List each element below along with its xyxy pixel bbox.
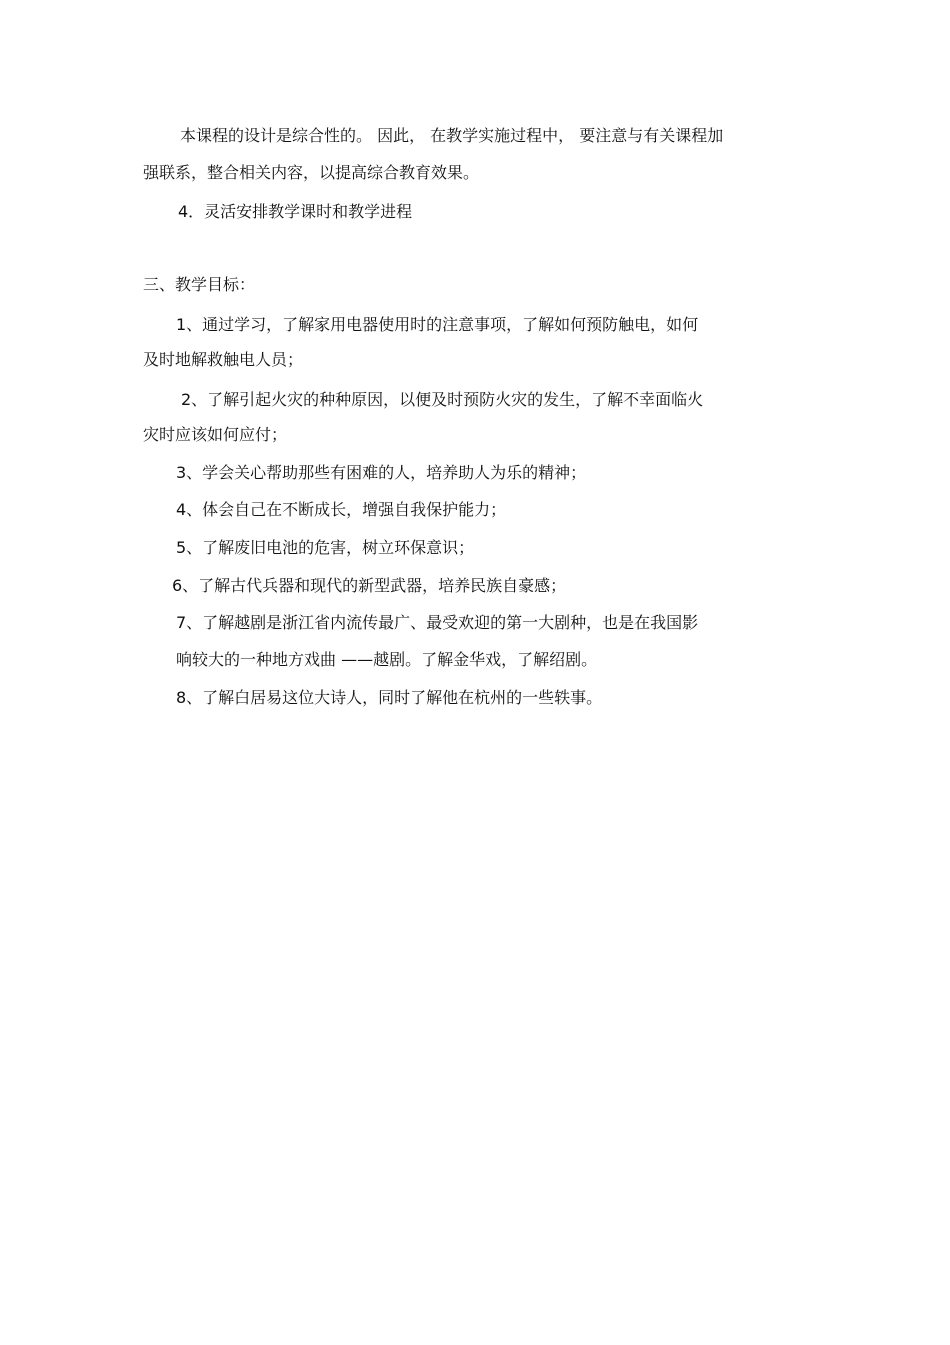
goal-item-8: 8、了解白居易这位大诗人，同时了解他在杭州的一些轶事。 xyxy=(176,688,603,707)
goal-item-2-continued: 灾时应该如何应付； xyxy=(143,425,288,444)
goal-item-5: 5、了解废旧电池的危害，树立环保意识； xyxy=(176,538,475,557)
goal-item-4: 4、体会自己在不断成长，增强自我保护能力； xyxy=(176,500,507,519)
section-heading: 三、教学目标： xyxy=(143,275,256,294)
list-item: 4．灵活安排教学课时和教学进程 xyxy=(178,202,413,221)
goal-item-2: 2、了解引起火灾的种种原因，以便及时预防火灾的发生，了解不幸面临火 xyxy=(181,390,704,409)
goal-item-1: 1、通过学习，了解家用电器使用时的注意事项，了解如何预防触电，如何 xyxy=(176,315,699,334)
goal-item-3: 3、学会关心帮助那些有困难的人，培养助人为乐的精神； xyxy=(176,463,587,482)
paragraph-line: 强联系，整合相关内容，以提高综合教育效果。 xyxy=(143,163,480,182)
goal-item-7-continued: 响较大的一种地方戏曲 ——越剧。了解金华戏，了解绍剧。 xyxy=(176,650,598,669)
goal-item-6: 6、了解古代兵器和现代的新型武器，培养民族自豪感； xyxy=(172,576,567,595)
paragraph-line: 本课程的设计是综合性的。 因此， 在教学实施过程中， 要注意与有关课程加 xyxy=(180,126,724,145)
goal-item-1-continued: 及时地解救触电人员； xyxy=(143,350,304,369)
goal-item-7: 7、了解越剧是浙江省内流传最广、最受欢迎的第一大剧种，也是在我国影 xyxy=(176,613,699,632)
